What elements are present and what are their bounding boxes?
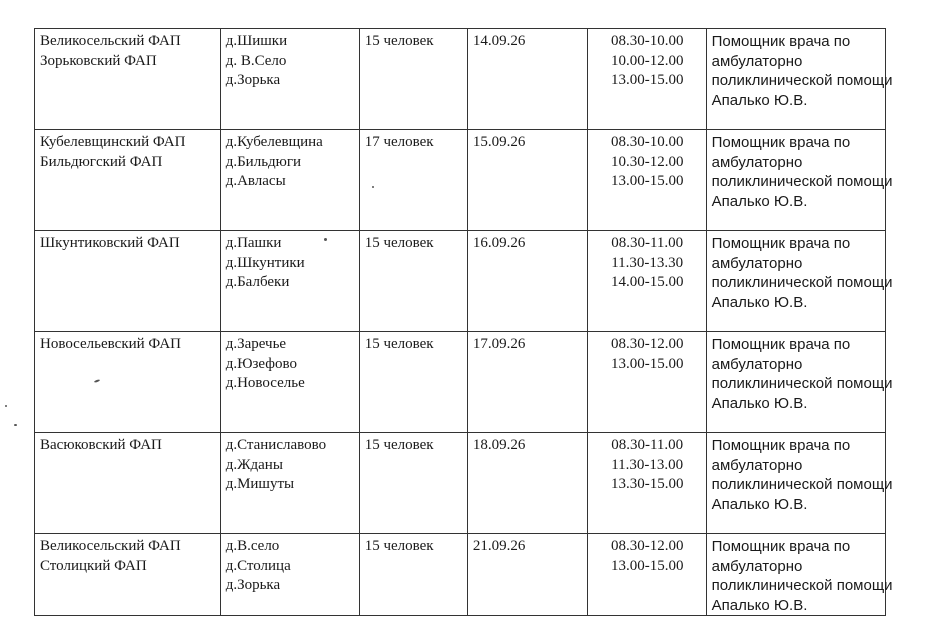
time-slot: 08.30-10.00 xyxy=(610,33,684,49)
people-count-cell xyxy=(359,231,467,332)
table-row xyxy=(35,534,886,616)
responsible-cell xyxy=(706,332,893,433)
responsible-line: поликлинической помощи xyxy=(711,173,893,190)
village-name: д.Мишуты xyxy=(225,476,295,492)
time-slot: 08.30-10.00 xyxy=(610,134,684,150)
people-count: 15 человек xyxy=(364,538,434,554)
fap-name: Шкунтиковский ФАП xyxy=(40,235,180,251)
responsible-line: Апалько Ю.В. xyxy=(711,495,808,513)
table-row xyxy=(35,332,886,433)
visit-date: 17.09.26 xyxy=(472,336,526,352)
people-count: 15 человек xyxy=(364,33,434,49)
village-name: д.Станиславово xyxy=(225,437,327,453)
responsible-line: поликлинической помощи xyxy=(711,476,893,493)
responsible-line: амбулаторно xyxy=(711,557,803,575)
fap-cell xyxy=(35,29,221,130)
time-slot: 08.30-11.00 xyxy=(611,235,684,251)
villages-cell xyxy=(220,433,359,534)
schedule-table xyxy=(34,28,893,616)
visit-date: 18.09.26 xyxy=(472,437,526,453)
responsible-cell xyxy=(706,231,893,332)
villages-cell xyxy=(220,29,359,130)
fap-name: Новосельевский ФАП xyxy=(40,336,181,352)
responsible-line: Апалько Ю.В. xyxy=(711,596,808,614)
people-count: 15 человек xyxy=(364,437,434,453)
scan-speck xyxy=(324,238,327,241)
time-slot: 13.00-15.00 xyxy=(610,173,684,189)
visit-date: 15.09.26 xyxy=(472,134,526,150)
village-name: д.Пашки xyxy=(225,235,282,251)
time-slot: 13.00-15.00 xyxy=(610,72,684,88)
date-cell xyxy=(467,433,587,534)
time-cell xyxy=(587,130,706,231)
village-name: д.Зорька xyxy=(225,72,281,88)
responsible-line: Помощник врача по xyxy=(711,33,851,50)
responsible-line: поликлинической помощи xyxy=(711,72,893,89)
village-name: д.Столица xyxy=(225,557,291,574)
fap-cell xyxy=(35,433,221,534)
time-slot: 11.30-13.00 xyxy=(611,456,684,473)
people-count-cell xyxy=(359,534,467,616)
villages-cell xyxy=(220,130,359,231)
date-cell xyxy=(467,332,587,433)
fap-name: Кубелевщинский ФАП xyxy=(40,134,186,150)
people-count-cell xyxy=(359,433,467,534)
scan-speck xyxy=(14,424,17,426)
village-name: д.Бильдюги xyxy=(225,153,302,170)
village-name: д.Зорька xyxy=(225,577,281,593)
scan-speck xyxy=(5,405,7,407)
responsible-cell xyxy=(706,130,893,231)
schedule-rows xyxy=(35,29,893,616)
visit-date: 14.09.26 xyxy=(472,33,526,49)
responsible-cell xyxy=(706,29,893,130)
time-cell xyxy=(587,433,706,534)
people-count-cell xyxy=(359,130,467,231)
date-cell xyxy=(467,534,587,616)
scan-speck xyxy=(372,186,374,188)
time-cell xyxy=(587,534,706,616)
responsible-line: Апалько Ю.В. xyxy=(711,293,808,311)
time-slot: 11.30-13.30 xyxy=(611,254,684,271)
fap-cell xyxy=(35,130,221,231)
date-cell xyxy=(467,29,587,130)
villages-cell xyxy=(220,534,359,616)
table-row xyxy=(35,29,886,130)
time-slot: 10.00-12.00 xyxy=(610,52,684,69)
time-slot: 14.00-15.00 xyxy=(610,274,684,290)
village-name: д.Заречье xyxy=(225,336,287,352)
fap-name: Великосельский ФАП xyxy=(40,538,181,554)
table-row xyxy=(35,231,886,332)
responsible-line: поликлинической помощи xyxy=(711,577,893,594)
responsible-line: поликлинической помощи xyxy=(711,274,893,291)
village-name: д.Жданы xyxy=(225,456,283,473)
responsible-cell xyxy=(706,534,893,616)
village-name: д.Кубелевщина xyxy=(225,134,323,150)
table-row xyxy=(35,433,886,534)
responsible-line: Помощник врача по xyxy=(711,134,851,151)
village-name: д.Шкунтики xyxy=(225,254,305,271)
date-cell xyxy=(467,130,587,231)
time-cell xyxy=(587,29,706,130)
visit-date: 21.09.26 xyxy=(472,538,526,554)
fap-name: Великосельский ФАП xyxy=(40,33,181,49)
people-count: 15 человек xyxy=(364,235,434,251)
responsible-line: амбулаторно xyxy=(711,254,803,272)
responsible-line: амбулаторно xyxy=(711,153,803,171)
people-count: 17 человек xyxy=(364,134,434,150)
fap-cell xyxy=(35,332,221,433)
table-row xyxy=(35,130,886,231)
people-count-cell xyxy=(359,332,467,433)
time-slot: 13.00-15.00 xyxy=(610,557,684,574)
villages-cell xyxy=(220,231,359,332)
date-cell xyxy=(467,231,587,332)
village-name: д.В.село xyxy=(225,538,280,554)
responsible-line: амбулаторно xyxy=(711,355,803,373)
fap-name: Зорьковский ФАП xyxy=(40,52,157,69)
responsible-line: Помощник врача по xyxy=(711,538,851,555)
responsible-line: Помощник врача по xyxy=(711,437,851,454)
responsible-line: Апалько Ю.В. xyxy=(711,192,808,210)
visit-date: 16.09.26 xyxy=(472,235,526,251)
responsible-line: амбулаторно xyxy=(711,456,803,474)
time-cell xyxy=(587,231,706,332)
responsible-cell xyxy=(706,433,893,534)
time-slot: 08.30-12.00 xyxy=(610,538,684,554)
time-slot: 13.00-15.00 xyxy=(610,355,684,372)
fap-name: Бильдюгский ФАП xyxy=(40,153,163,170)
fap-cell xyxy=(35,231,221,332)
village-name: д.Авласы xyxy=(225,173,286,189)
responsible-line: Помощник врача по xyxy=(711,235,851,252)
responsible-line: амбулаторно xyxy=(711,52,803,70)
responsible-line: поликлинической помощи xyxy=(711,375,893,392)
people-count-cell xyxy=(359,29,467,130)
responsible-line: Апалько Ю.В. xyxy=(711,91,808,109)
fap-name: Столицкий ФАП xyxy=(40,557,147,574)
time-slot: 08.30-12.00 xyxy=(610,336,684,352)
time-slot: 08.30-11.00 xyxy=(611,437,684,453)
fap-cell xyxy=(35,534,221,616)
time-slot: 10.30-12.00 xyxy=(610,153,684,170)
time-cell xyxy=(587,332,706,433)
village-name: д.Балбеки xyxy=(225,274,290,290)
village-name: д.Юзефово xyxy=(225,355,297,372)
villages-cell xyxy=(220,332,359,433)
time-slot: 13.30-15.00 xyxy=(610,476,684,492)
village-name: д.Шишки xyxy=(225,33,288,49)
people-count: 15 человек xyxy=(364,336,434,352)
fap-name: Васюковский ФАП xyxy=(40,437,162,453)
responsible-line: Апалько Ю.В. xyxy=(711,394,808,412)
village-name: д. В.Село xyxy=(225,52,287,69)
village-name: д.Новоселье xyxy=(225,375,305,391)
responsible-line: Помощник врача по xyxy=(711,336,851,353)
